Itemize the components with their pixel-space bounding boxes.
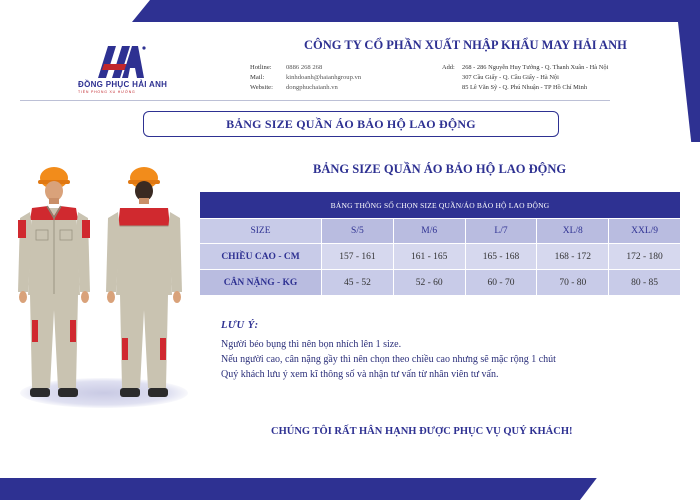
company-name: CÔNG TY CỔ PHẦN XUẤT NHẬP KHẨU MAY HẢI ANH [304,38,627,52]
table-cell: 52 - 60 [393,270,465,296]
size-header-cell: L/7 [465,219,537,244]
header-divider [20,100,610,101]
ha-monogram-icon [92,44,148,78]
size-header-cell: S/5 [322,219,394,244]
bottom-stripe-cut [580,478,700,500]
worker-back-figure [104,160,184,405]
contact-row-mail [250,73,361,83]
table-caption-row [200,192,681,219]
table-caption: BẢNG THÔNG SỐ CHỌN SIZE QUẦN/ÁO BẢO HỘ LAO ĐỘNG [200,192,681,219]
row-label: CHIỀU CAO - CM [200,244,322,270]
table-cell: 70 - 80 [537,270,609,296]
address-info [442,63,608,93]
notes-list [221,337,556,382]
note-title: LƯU Ý: [221,320,259,331]
contact-label: Mail: [250,74,265,81]
contact-info [250,63,361,93]
contact-row-website [250,83,361,93]
address-line: 85 Lê Văn Sỹ - Q. Phú Nhuận - TP Hồ Chí Minh [462,84,588,91]
company-logo [78,44,168,96]
contact-row-hotline [250,63,361,73]
logo-slogan: TIÊN PHONG XU HƯỚNG [78,90,136,94]
table-row [200,244,681,270]
table-title: BẢNG SIZE QUẦN ÁO BẢO HỘ LAO ĐỘNG [313,162,567,176]
contact-label: Hotline: [250,64,272,71]
size-header-cell: XL/8 [537,219,609,244]
contact-label: Website: [250,84,273,91]
table-cell: 60 - 70 [465,270,537,296]
right-decoration [678,22,700,142]
mail-link[interactable]: kinhdoanh@haianhgroup.vn [286,74,362,81]
note-line: Quý khách lưu ý xem kĩ thông số và nhận tư vấn từ nhân viên tư vấn. [221,369,499,380]
table-cell: 157 - 161 [322,244,394,270]
size-header-label: SIZE [200,219,322,244]
note-line: Nếu người cao, cân nặng gầy thì nên chọn theo chiều cao nhưng sẽ mặc rộng 1 chút [221,354,556,365]
size-table [199,191,681,296]
title-banner [143,111,559,137]
worker-front-figure [14,160,94,405]
hotline-value[interactable]: 0886 268 268 [286,64,323,71]
table-cell: 45 - 52 [322,270,394,296]
logo-name: ĐỒNG PHỤC HẢI ANH [78,80,168,89]
size-header-cell: M/6 [393,219,465,244]
table-cell: 80 - 85 [609,270,681,296]
banner-title: BẢNG SIZE QUẦN ÁO BẢO HỘ LAO ĐỘNG [226,116,476,131]
note-line: Người béo bụng thì nên bọn nhích lên 1 size. [221,339,402,350]
table-cell: 168 - 172 [537,244,609,270]
address-label: Add: [442,64,455,71]
table-cell: 161 - 165 [393,244,465,270]
top-stripe-cut [0,0,150,22]
website-link[interactable]: dongphuchaianh.vn [286,84,338,91]
table-header-row [200,219,681,244]
closing-message: CHÚNG TÔI RẤT HÂN HẠNH ĐƯỢC PHỤC VỤ QUÝ KHÁCH! [271,426,573,437]
address-line: 307 Cầu Giấy - Q. Cầu Giấy - Hà Nội [462,74,559,81]
size-header-cell: XXL/9 [609,219,681,244]
row-label: CÂN NẶNG - KG [200,270,322,296]
table-cell: 165 - 168 [465,244,537,270]
table-cell: 172 - 180 [609,244,681,270]
table-row [200,270,681,296]
address-line: 268 - 286 Nguyễn Huy Tưởng - Q. Thanh Xuân - Hà Nội [462,64,609,71]
